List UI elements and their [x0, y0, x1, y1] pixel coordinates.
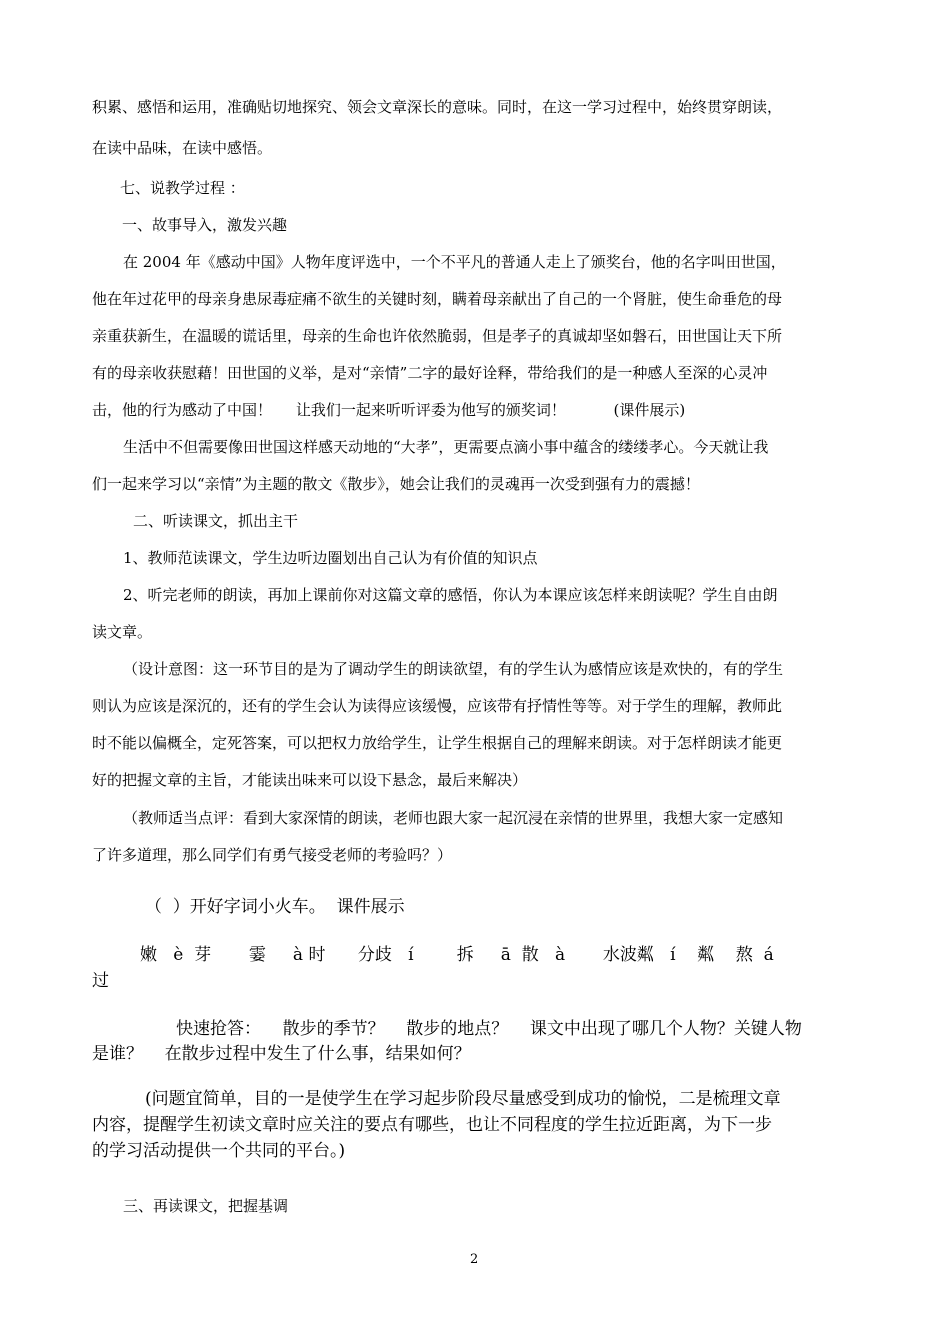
text-line: 击，他的行为感动了中国！ 让我们一起来听听评委为他写的颁奖词！ (课件展示)	[92, 401, 686, 419]
text-line: 们一起来学习以“亲情”为主题的散文《散步》，她会让我们的灵魂再一次受到强有力的震撼！	[92, 475, 700, 493]
design-note-line: 内容，提醒学生初读文章时应关注的要点有哪些，也让不同程度的学生拉近距离，为下一步	[92, 1115, 772, 1135]
text-line: 在 2004 年《感动中国》人物年度评选中，一个不平凡的普通人走上了颁奖台，他的名字叫田世国，	[123, 253, 786, 271]
section-heading: 七、说教学过程 ：	[120, 179, 245, 197]
vocab-list-wrap: 过	[92, 971, 109, 991]
subsection-heading: 二、听读课文，抓出主干	[133, 512, 299, 530]
text-line: 2、听完老师的朗读，再加上课前你对这篇文章的感悟，你认为本课应该怎样来朗读呢？学生自由朗	[123, 586, 778, 604]
subsection-heading: 三、再读课文，把握基调	[123, 1197, 289, 1215]
vocab-list: 嫩 è 芽 霎 à 时 分歧 í 拆 ā 散 à 水波粼 í 粼 熬 á	[140, 945, 774, 965]
text-line: 在读中品味，在读中感悟。	[92, 139, 273, 157]
text-line: 好的把握文章的主旨，才能读出味来可以设下悬念，最后来解决）	[92, 771, 528, 789]
design-note-line: 的学习活动提供一个共同的平台。)	[92, 1141, 346, 1161]
text-line: 生活中不但需要像田世国这样感天动地的“大孝”，更需要点滴小事中蕴含的缕缕孝心。今天就让我	[123, 438, 769, 456]
activity-title: （ ）开好字词小火车。 课件展示	[145, 897, 405, 917]
text-line: 积累、感悟和运用，准确贴切地探究、领会文章深长的意味。同时，在这一学习过程中，始终贯穿朗读，	[92, 98, 783, 116]
text-line: 则认为应该是深沉的，还有的学生会认为读得应该缓慢，应该带有抒情性等等。对于学生的理解，教师此	[92, 697, 783, 715]
subsection-heading: 一、故事导入，激发兴趣	[122, 216, 288, 234]
text-line: 读文章。	[92, 623, 153, 641]
text-line: 了许多道理，那么同学们有勇气接受老师的考验吗？）	[92, 846, 453, 864]
text-line: （教师适当点评：看到大家深情的朗读，老师也跟大家一起沉浸在亲情的世界里，我想大家一定感知	[123, 809, 784, 827]
text-line: （设计意图：这一环节目的是为了调动学生的朗读欲望，有的学生认为感情应该是欢快的，有的学生	[123, 660, 784, 678]
text-line: 有的母亲收获慰藉！田世国的义举，是对“亲情”二字的最好诠释，带给我们的是一种感人至深的心灵冲	[92, 364, 768, 382]
text-line: 时不能以偏概全，定死答案，可以把权力放给学生，让学生根据自己的理解来朗读。对于怎样朗读才能更	[92, 734, 783, 752]
text-line: 他在年过花甲的母亲身患尿毒症痛不欲生的关键时刻，瞒着母亲献出了自己的一个肾脏，使生命垂危的母	[92, 290, 783, 308]
page-number: 2	[470, 1252, 479, 1267]
quick-quiz-line: 快速抢答： 散步的季节？ 散步的地点？ 课文中出现了哪几个人物？关键人物	[176, 1019, 802, 1039]
text-line: 亲重获新生，在温暖的谎话里，母亲的生命也许依然脆弱，但是孝子的真诚却坚如磐石，田世国让天下所	[92, 327, 783, 345]
text-line: 1、教师范读课文，学生边听边圈划出自己认为有价值的知识点	[123, 549, 538, 567]
design-note-line: (问题宜简单，目的一是使学生在学习起步阶段尽量感受到成功的愉悦，二是梳理文章	[145, 1089, 781, 1109]
quick-quiz-line: 是谁？ 在散步过程中发生了什么事，结果如何？	[92, 1044, 471, 1064]
